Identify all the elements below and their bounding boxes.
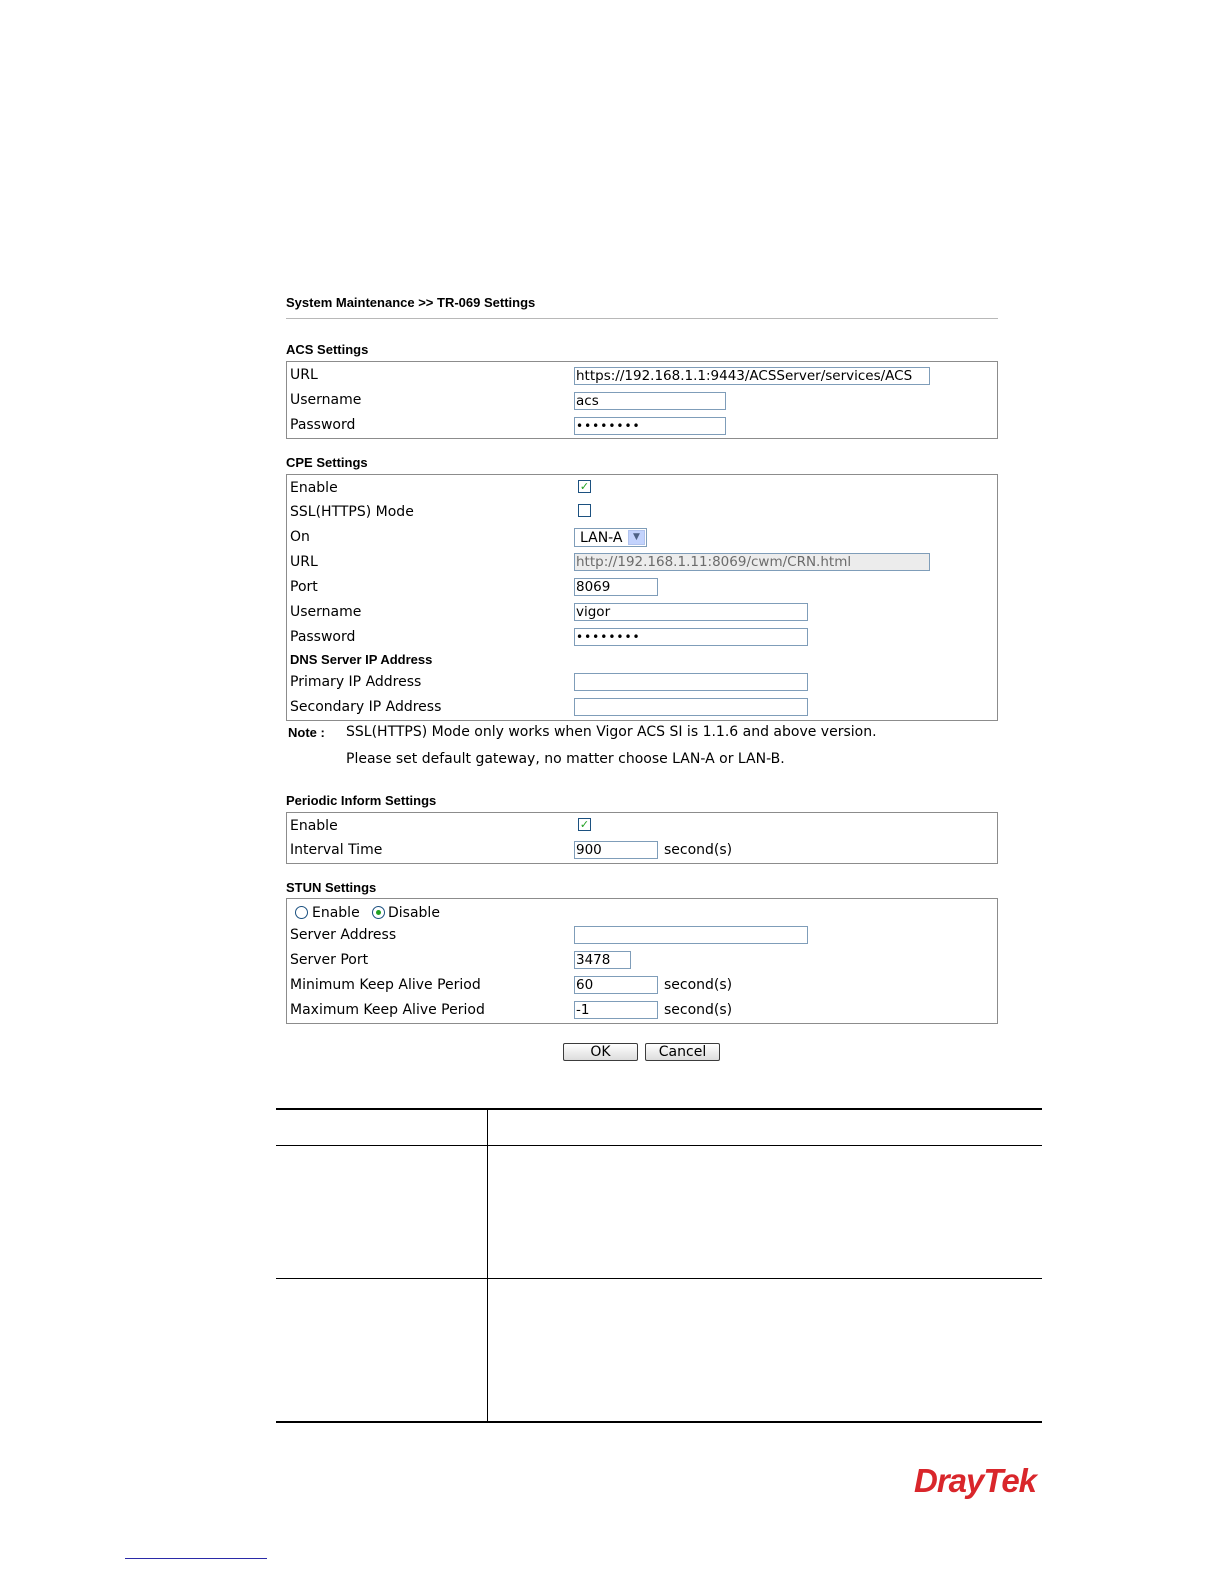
cpe-port-input[interactable]: 8069 — [574, 578, 658, 596]
cpe-on-select[interactable] — [574, 528, 647, 547]
stun-disable-label: Disable — [388, 905, 440, 921]
note-label: Note : — [288, 725, 325, 740]
secondary-ip-input[interactable] — [574, 698, 808, 716]
stun-section-title: STUN Settings — [286, 880, 377, 895]
interval-unit: second(s) — [664, 842, 733, 858]
cpe-enable-checkbox[interactable]: ✓ — [579, 480, 590, 493]
cpe-section-title: CPE Settings — [286, 455, 368, 470]
stun-enable-radio[interactable] — [295, 906, 308, 919]
primary-ip-input[interactable] — [574, 673, 808, 691]
max-keepalive-input[interactable]: -1 — [574, 1001, 658, 1019]
cpe-port-label: Port — [290, 579, 318, 595]
cancel-button[interactable]: Cancel — [645, 1043, 720, 1061]
cpe-password-label: Password — [290, 629, 356, 645]
note-line-1: SSL(HTTPS) Mode only works when Vigor ACS SI is 1.1.6 and above version. — [346, 724, 877, 740]
primary-ip-label: Primary IP Address — [290, 674, 422, 690]
title-divider — [286, 318, 998, 319]
cpe-ssl-label: SSL(HTTPS) Mode — [290, 504, 414, 520]
acs-username-input[interactable]: acs — [574, 392, 726, 410]
acs-section-title: ACS Settings — [286, 342, 369, 357]
periodic-section-title: Periodic Inform Settings — [286, 793, 437, 808]
periodic-enable-checkbox[interactable]: ✓ — [579, 818, 590, 831]
server-address-input[interactable] — [574, 926, 808, 944]
secondary-ip-label: Secondary IP Address — [290, 699, 442, 715]
min-keepalive-input[interactable]: 60 — [574, 976, 658, 994]
ok-button[interactable]: OK — [563, 1043, 638, 1061]
footer-link-rule — [125, 1558, 267, 1559]
cpe-username-label: Username — [290, 604, 362, 620]
server-port-input[interactable]: 3478 — [574, 951, 631, 969]
cpe-ssl-checkbox[interactable] — [578, 504, 591, 517]
table-top-rule — [276, 1108, 1042, 1110]
draytek-logo: DrayTek — [914, 1462, 1037, 1499]
interval-label: Interval Time — [290, 842, 383, 858]
stun-disable-radio[interactable] — [372, 906, 385, 919]
max-keepalive-unit: second(s) — [664, 1002, 733, 1018]
server-port-label: Server Port — [290, 952, 369, 968]
min-keepalive-unit: second(s) — [664, 977, 733, 993]
server-address-label: Server Address — [290, 927, 397, 943]
table-column-divider — [487, 1108, 488, 1422]
cpe-on-value: LAN-A — [580, 530, 623, 546]
dns-subtitle: DNS Server IP Address — [290, 652, 433, 667]
cpe-password-input[interactable]: •••••••• — [574, 628, 808, 646]
note-line-2: Please set default gateway, no matter choose LAN-A or LAN-B. — [346, 751, 785, 767]
table-row-rule — [276, 1278, 1042, 1279]
cpe-on-label: On — [290, 529, 310, 545]
periodic-enable-label: Enable — [290, 818, 338, 834]
acs-password-label: Password — [290, 417, 356, 433]
chevron-down-icon[interactable]: ▼ — [628, 530, 645, 545]
interval-input[interactable]: 900 — [574, 841, 658, 859]
page-title: System Maintenance >> TR-069 Settings — [286, 295, 536, 310]
table-bottom-rule — [276, 1421, 1042, 1423]
min-keepalive-label: Minimum Keep Alive Period — [290, 977, 481, 993]
cpe-url-input: http://192.168.1.11:8069/cwm/CRN.html — [574, 553, 930, 571]
stun-enable-label: Enable — [312, 905, 360, 921]
acs-username-label: Username — [290, 392, 362, 408]
acs-password-input[interactable]: •••••••• — [574, 417, 726, 435]
cpe-url-label: URL — [290, 554, 318, 570]
cpe-enable-label: Enable — [290, 480, 338, 496]
max-keepalive-label: Maximum Keep Alive Period — [290, 1002, 485, 1018]
cpe-username-input[interactable]: vigor — [574, 603, 808, 621]
table-header-rule — [276, 1145, 1042, 1146]
radio-dot-icon — [376, 910, 381, 915]
acs-url-input[interactable]: https://192.168.1.1:9443/ACSServer/services/ACS — [574, 367, 930, 385]
acs-url-label: URL — [290, 367, 318, 383]
